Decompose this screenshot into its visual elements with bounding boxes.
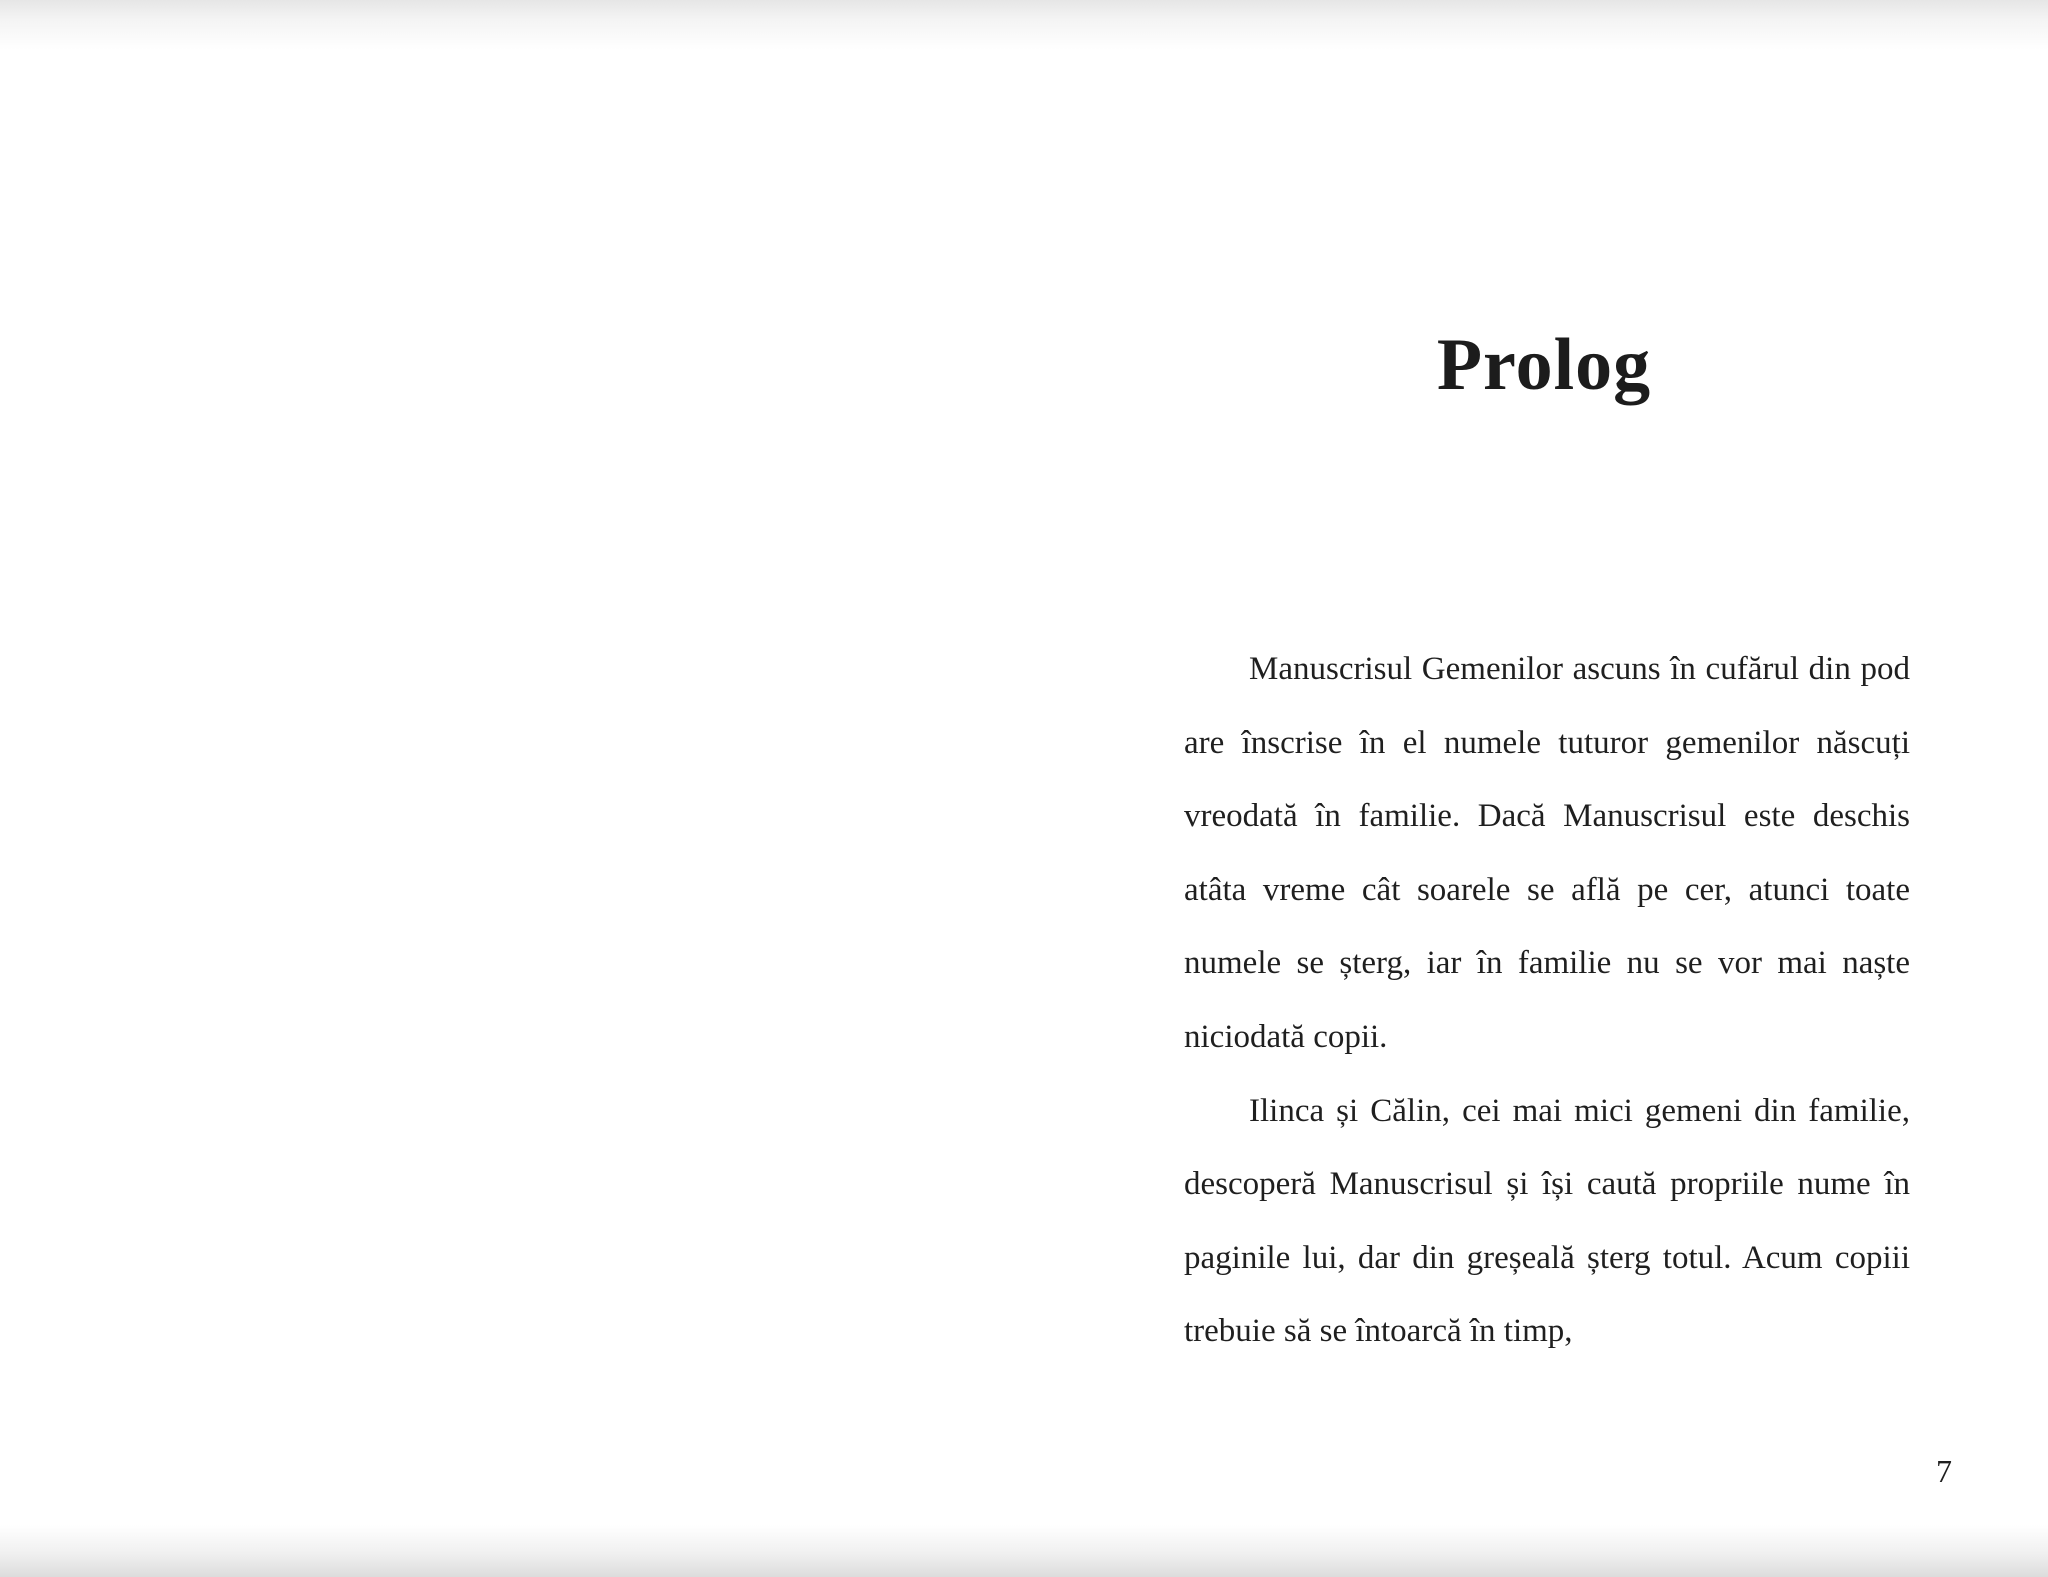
- chapter-body: [1184, 633, 1910, 1369]
- chapter-title: Prolog: [1436, 324, 1652, 406]
- left-page-blank: [0, 50, 1024, 1525]
- page-number: 7: [1936, 1453, 1952, 1489]
- paragraph-2: Ilinca și Călin, cei mai mici gemeni din familie, descoperă Manuscrisul și își caută propriile nume în paginile lui, dar din greșeală șterg totul. Acum copiii trebuie să se întoarcă în timp,: [1184, 1092, 1910, 1350]
- paragraph-1: Manuscrisul Gemenilor ascuns în cufărul din pod are înscrise în el numele tuturor gemenilor născuți vreodată în familie. Dacă Manuscrisul este deschis atâta vreme cât soarele se află pe cer, atunci toate numele se șterg, iar în familie nu se vor mai naște niciodată copii.: [1184, 651, 1910, 1055]
